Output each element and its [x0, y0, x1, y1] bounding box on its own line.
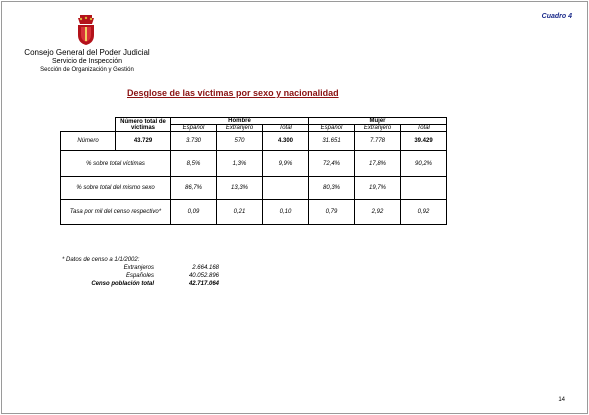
cell: 4.300 [263, 132, 309, 151]
header-mujer: Mujer [309, 118, 447, 125]
note-value: 40.052.896 [188, 273, 219, 279]
cell: 80,3% [309, 177, 355, 200]
organization-header [2, 48, 172, 74]
row-label: Tasa por mil del censo respectivo* [61, 200, 171, 225]
cuadro-label: Cuadro 4 [541, 13, 572, 20]
cell: 90,2% [401, 151, 447, 177]
sub-header: Español [309, 125, 355, 132]
note-value: 42.717.064 [188, 281, 219, 287]
org-name: Consejo General del Poder Judicial [24, 48, 150, 57]
org-service: Servicio de Inspección [51, 58, 123, 65]
cell: 570 [217, 132, 263, 151]
census-notes [62, 257, 219, 288]
note-row [62, 272, 219, 280]
cell: 0,21 [217, 200, 263, 225]
table-row [61, 177, 447, 200]
cell: 3.730 [171, 132, 217, 151]
sub-header: Total [263, 125, 309, 132]
note-value: 2.664.168 [192, 265, 219, 271]
cell: 31.651 [309, 132, 355, 151]
header-hombre: Hombre [171, 118, 309, 125]
header-total-victims: Número total de víctimas [116, 118, 171, 132]
cell: 7.778 [355, 132, 401, 151]
cell: 43.729 [116, 132, 171, 151]
document-page [1, 1, 588, 414]
row-label: % sobre total víctimas [61, 151, 171, 177]
note-row [62, 264, 219, 272]
cell: 9,9% [263, 151, 309, 177]
cell: 72,4% [309, 151, 355, 177]
notes-heading: * Datos de censo a 1/1/2002: [62, 257, 140, 263]
note-label: Españoles [125, 273, 154, 279]
cell: 0,92 [401, 200, 447, 225]
note-row [62, 280, 219, 288]
cell: 39.429 [401, 132, 447, 151]
cell: 1,3% [217, 151, 263, 177]
cell: 0,79 [309, 200, 355, 225]
cell: 13,3% [217, 177, 263, 200]
cell: 0,09 [171, 200, 217, 225]
row-label: Número [61, 132, 116, 151]
table-row [61, 132, 447, 151]
cgpj-crest-logo [75, 15, 97, 45]
cell: 2,92 [355, 200, 401, 225]
cell: 17,8% [355, 151, 401, 177]
org-section: Sección de Organización y Gestión [40, 66, 134, 73]
page-number: 14 [558, 397, 565, 403]
cell: 86,7% [171, 177, 217, 200]
sub-header: Extranjero [355, 125, 401, 132]
table-row [61, 151, 447, 177]
cell: 8,5% [171, 151, 217, 177]
row-label: % sobre total del mismo sexo [61, 177, 171, 200]
cell: 0,10 [263, 200, 309, 225]
cell: 19,7% [355, 177, 401, 200]
table-row [61, 200, 447, 225]
sub-header: Total [401, 125, 447, 132]
sub-header: Español [171, 125, 217, 132]
victims-table [60, 117, 447, 225]
note-label: Censo población total [91, 281, 154, 287]
note-label: Extranjeros [123, 265, 154, 271]
cell [401, 177, 447, 200]
cell [263, 177, 309, 200]
sub-header: Extranjero [217, 125, 263, 132]
page-title: Desglose de las víctimas por sexo y nacionalidad [127, 88, 339, 98]
